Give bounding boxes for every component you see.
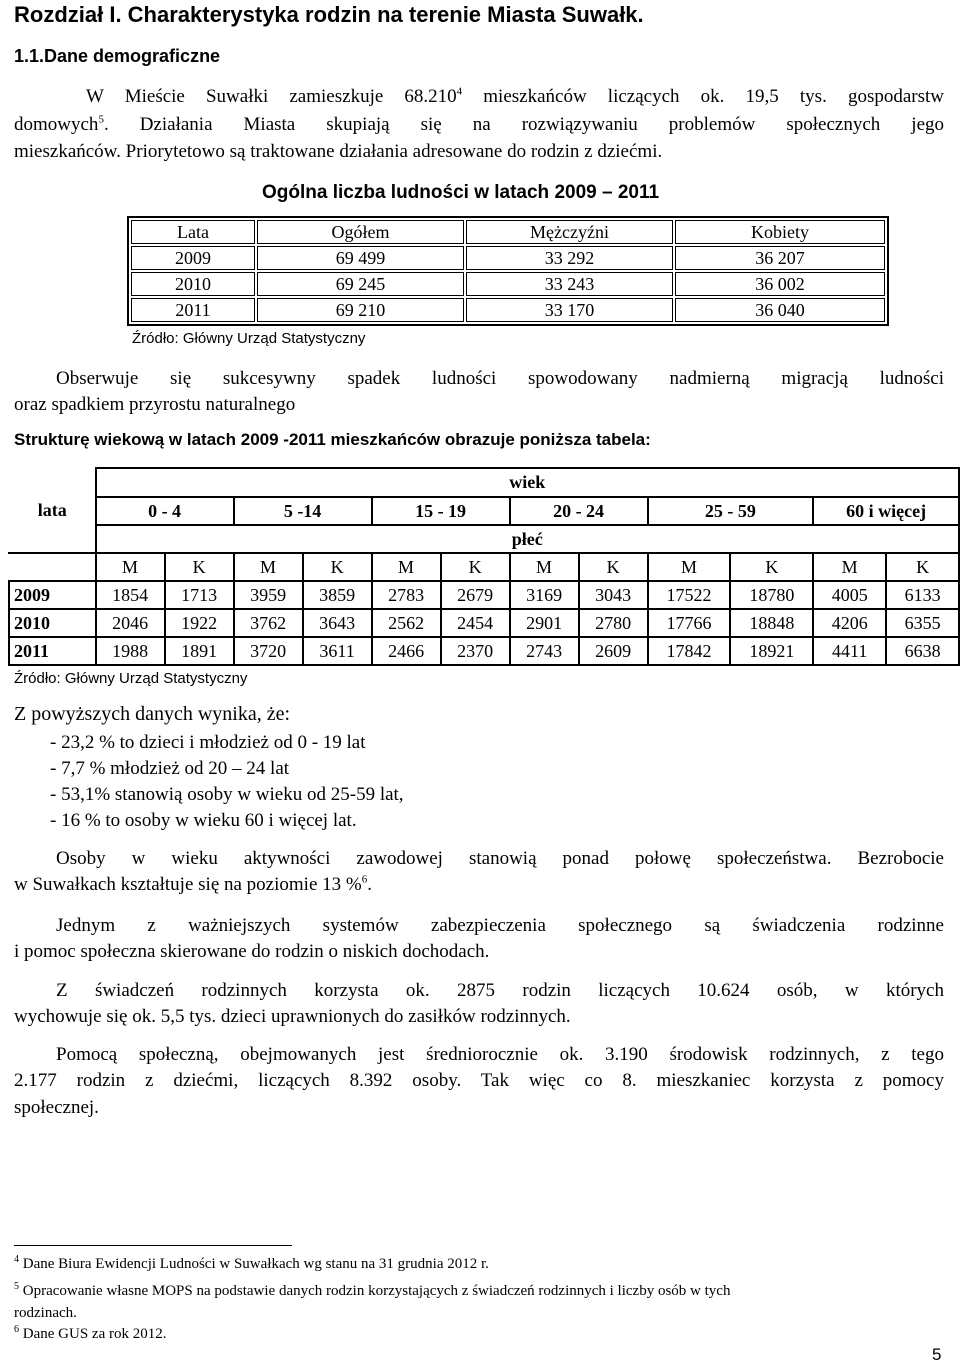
table-cell: 17766 — [648, 609, 731, 637]
table-cell: 6355 — [886, 609, 959, 637]
table-cell: 2009 — [131, 246, 255, 270]
decline-line-2: oraz spadkiem przyrostu naturalnego — [14, 394, 296, 415]
table-cell: 2466 — [372, 637, 441, 665]
benefits-line-1: Z świadczeń rodzinnych korzysta ok. 2875 rodzin liczących 10.624 osób, w których — [56, 980, 944, 1001]
footnote-separator — [14, 1245, 292, 1246]
table-cell: 2046 — [96, 609, 165, 637]
list-item: - 7,7 % młodzież od 20 – 24 lat — [50, 758, 290, 779]
population-table — [127, 216, 889, 326]
help-line-3: społecznej. — [14, 1097, 99, 1118]
table-cell: 69 499 — [257, 246, 464, 270]
table-cell: 2454 — [441, 609, 510, 637]
sex-header: M — [234, 553, 303, 581]
plec-header: płeć — [96, 525, 959, 553]
table-cell: 36 207 — [675, 246, 885, 270]
table-cell: 33 292 — [466, 246, 673, 270]
table-row — [9, 609, 959, 637]
table-cell: 18848 — [730, 609, 813, 637]
sex-header: M — [813, 553, 886, 581]
work-line-1: Osoby w wieku aktywności zawodowej stanowią ponad połowę społeczeństwa. Bezrobocie — [56, 848, 944, 869]
age-group-header: 25 - 59 — [648, 497, 814, 525]
sex-header: K — [441, 553, 510, 581]
table-cell: 3859 — [303, 581, 372, 609]
table-cell: 18921 — [730, 637, 813, 665]
age-group-header: 60 i więcej — [813, 497, 959, 525]
footnote-5: $^5$ Opracowanie własne MOPS na podstawie danych rodzin korzystających z świadczeń rodzinnych i liczby osób w tych — [14, 1281, 731, 1299]
intro-line-1: W Mieście Suwałki zamieszkuje 68.210$^4$ mieszkańców liczących ok. 19,5 tys. gospodarstw — [86, 85, 944, 107]
footnote-6: $^6$ Dane GUS za rok 2012. — [14, 1324, 167, 1342]
decline-line-1: Obserwuje się sukcesywny spadek ludności spowodowany nadmierną migracją ludności — [56, 368, 944, 389]
wiek-header: wiek — [96, 468, 959, 497]
section-title: 1.1.Dane demograficzne — [14, 46, 221, 66]
table-header-row — [131, 220, 885, 244]
table-cell: 3720 — [234, 637, 303, 665]
table2-source: Źródło: Główny Urząd Statystyczny — [14, 670, 248, 687]
table-cell: 17522 — [648, 581, 731, 609]
footnote-4: $^4$ Dane Biura Ewidencji Ludności w Suwałkach wg stanu na 31 grudnia 2012 r. — [14, 1254, 489, 1272]
table-cell: 2010 — [131, 272, 255, 296]
table-cell: 3643 — [303, 609, 372, 637]
table-cell: 2370 — [441, 637, 510, 665]
sex-header: M — [510, 553, 579, 581]
table-cell: 3169 — [510, 581, 579, 609]
table-cell: 6133 — [886, 581, 959, 609]
age-group-header: 0 - 4 — [96, 497, 234, 525]
sex-header-row — [9, 553, 959, 581]
header-cell: Ogółem — [257, 220, 464, 244]
table-row — [9, 637, 959, 665]
table-cell: 3043 — [579, 581, 648, 609]
table-cell: 36 040 — [675, 298, 885, 322]
sex-header: M — [648, 553, 731, 581]
table-cell: 36 002 — [675, 272, 885, 296]
age-group-header: 20 - 24 — [510, 497, 648, 525]
list-item: - 23,2 % to dzieci i młodzież od 0 - 19 lat — [50, 732, 366, 753]
sex-header: M — [372, 553, 441, 581]
header-cell: Lata — [131, 220, 255, 244]
year-cell: 2011 — [9, 637, 96, 665]
conclusions-lead: Z powyższych danych wynika, że: — [14, 703, 291, 725]
table-row — [9, 581, 959, 609]
page-number: 5 — [932, 1345, 942, 1364]
table-cell: 4005 — [813, 581, 886, 609]
table-cell: 1854 — [96, 581, 165, 609]
work-line-2: w Suwałkach kształtuje się na poziomie 13 %$^6$. — [14, 873, 372, 895]
table-cell: 4411 — [813, 637, 886, 665]
systems-line-1: Jednym z ważniejszych systemów zabezpieczenia społecznego są świadczenia rodzinne — [56, 915, 944, 936]
footnote-ref-6[interactable]: 6 — [361, 873, 368, 886]
table-cell: 69 245 — [257, 272, 464, 296]
systems-line-2: i pomoc społeczna skierowane do rodzin o niskich dochodach. — [14, 941, 490, 962]
sex-header: K — [886, 553, 959, 581]
table2-heading: Strukturę wiekową w latach 2009 -2011 mieszkańców obrazuje poniższa tabela: — [14, 430, 651, 449]
table-cell: 2780 — [579, 609, 648, 637]
table-cell: 33 243 — [466, 272, 673, 296]
footnote-ref-4[interactable]: 4 — [456, 85, 463, 98]
year-cell: 2010 — [9, 609, 96, 637]
lata-header: lata — [9, 468, 96, 553]
table-cell: 33 170 — [466, 298, 673, 322]
table-row — [131, 298, 885, 322]
table-cell: 3762 — [234, 609, 303, 637]
table-cell: 1922 — [165, 609, 234, 637]
footnote-ref-5[interactable]: 5 — [98, 113, 104, 126]
sex-header: K — [165, 553, 234, 581]
table-cell: 3611 — [303, 637, 372, 665]
help-line-1: Pomocą społeczną, obejmowanych jest średniorocznie ok. 3.190 środowisk rodzinnych, z tego — [56, 1044, 944, 1065]
age-group-header: 5 -14 — [234, 497, 372, 525]
table-cell: 2783 — [372, 581, 441, 609]
year-cell: 2009 — [9, 581, 96, 609]
help-line-2: 2.177 rodzin z dziećmi, liczących 8.392 osoby. Tak więc co 8. mieszkaniec korzysta z pomocy — [14, 1070, 944, 1091]
header-cell: Kobiety — [675, 220, 885, 244]
benefits-line-2: wychowuje się ok. 5,5 tys. dzieci uprawnionych do zasiłków rodzinnych. — [14, 1006, 571, 1027]
table-cell: 1891 — [165, 637, 234, 665]
age-group-header: 15 - 19 — [372, 497, 510, 525]
chapter-title: Rozdział I. Charakterystyka rodzin na terenie Miasta Suwałk. — [14, 2, 644, 27]
sex-header: M — [96, 553, 165, 581]
table-cell: 2011 — [131, 298, 255, 322]
table-row — [131, 272, 885, 296]
table-cell: 1713 — [165, 581, 234, 609]
table-cell: 2901 — [510, 609, 579, 637]
list-item: - 53,1% stanowią osoby w wieku od 25-59 lat, — [50, 784, 404, 805]
table-cell: 2743 — [510, 637, 579, 665]
conclusions-list — [50, 730, 404, 834]
table-cell: 2679 — [441, 581, 510, 609]
table-cell: 69 210 — [257, 298, 464, 322]
intro-line-2: domowych$^5$. Działania Miasta skupiają się na rozwiązywaniu problemów społecznych jego — [14, 113, 944, 135]
table-cell: 2609 — [579, 637, 648, 665]
age-structure-table — [8, 467, 960, 666]
list-item: - 16 % to osoby w wieku 60 i więcej lat. — [50, 810, 357, 831]
table-cell: 17842 — [648, 637, 731, 665]
header-cell: Mężczyźni — [466, 220, 673, 244]
sex-header: K — [303, 553, 372, 581]
sex-header: K — [579, 553, 648, 581]
table-row — [131, 246, 885, 270]
table-cell: 1988 — [96, 637, 165, 665]
table-cell: 2562 — [372, 609, 441, 637]
table-cell: 4206 — [813, 609, 886, 637]
table-cell: 3959 — [234, 581, 303, 609]
sex-header: K — [730, 553, 813, 581]
footnote-5-cont: rodzinach. — [14, 1305, 77, 1321]
table-cell — [9, 553, 96, 581]
table-cell: 18780 — [730, 581, 813, 609]
table1-source: Źródło: Główny Urząd Statystyczny — [132, 330, 366, 347]
intro-line-3: mieszkańców. Priorytetowo są traktowane działania adresowane do rodzin z dziećmi. — [14, 141, 663, 162]
table-cell: 6638 — [886, 637, 959, 665]
table1-caption: Ogólna liczba ludności w latach 2009 – 2011 — [262, 182, 660, 203]
